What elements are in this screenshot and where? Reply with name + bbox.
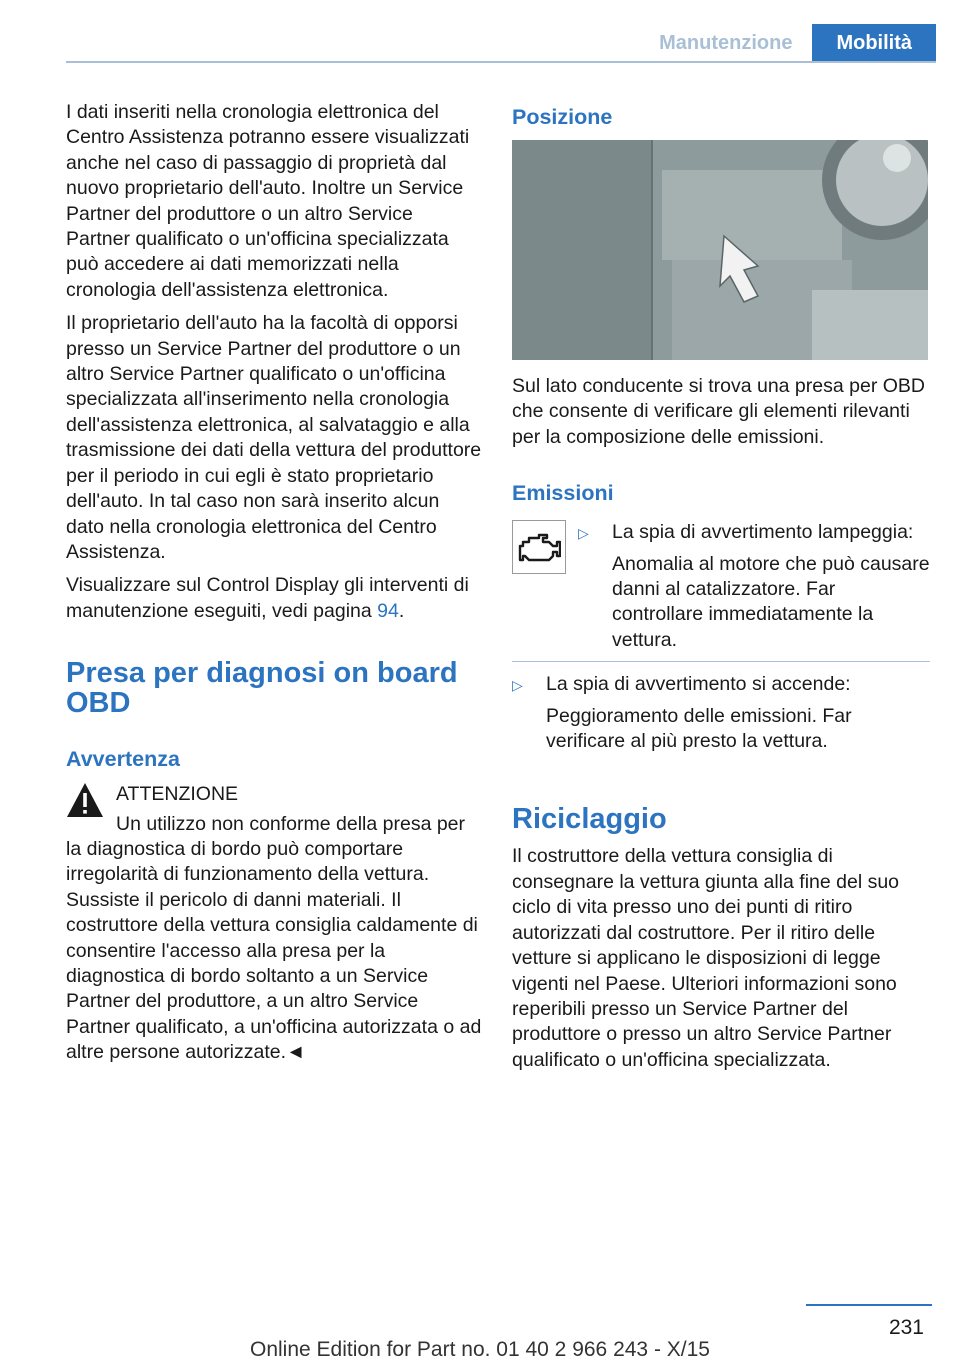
subtitle-avvertenza: Avvertenza	[66, 747, 180, 772]
subtitle-posizione: Posizione	[512, 105, 613, 129]
paragraph-cronologia: I dati inseriti nella cronologia elettronica del Centro Assistenza potranno essere visualizzati anche nel caso di passaggio di proprietà dal nuovo proprietario dell'auto. Inoltre un Service Partner del produttore o un altro Service Partner qualificato o un'officina specializzata può accedere ai dati memorizzati nella cronologia dell'assistenza elettronica.	[66, 101, 470, 301]
list-separator	[512, 661, 930, 662]
page-number: 231	[888, 1316, 924, 1339]
section-title-riciclaggio: Riciclaggio	[512, 803, 667, 836]
footer-divider	[806, 1304, 932, 1306]
warning-text: Un utilizzo non conforme della presa per la diagnostica di bordo può comportare irregolarità di funzionamento della vettura. Sussiste il pericolo di danni materiali. Il costruttore della vettura consiglia caldamente di consentire l'accesso alla presa per la diagnostica di bordo soltanto a un Service Partner del produttore, a un altro Service Partner qualificato, a un'officina autorizzata o ad altre persone autorizzate.◄	[66, 812, 482, 1064]
tab-mobilita[interactable]: Mobilità	[812, 24, 936, 62]
bullet-icon: ▷	[578, 525, 589, 542]
subtitle-emissioni: Emissioni	[512, 481, 614, 506]
tab-manutenzione[interactable]: Manutenzione	[659, 32, 793, 54]
page-link-94[interactable]: 94	[377, 599, 399, 622]
paragraph-opposizione: Il proprietario dell'auto ha la facoltà di opporsi presso un Service Partner del produttore o un altro Service Partner qualificato o un'officina specializzata all'inserimento nella cronologia dell'assistenza elettronica, al salvataggio e alla trasmissione dei dati della vettura del produttore per il periodo in cui egli è stato proprietario dell'auto. In tal caso non sarà inserito alcun dato nella cronologia elettronica del Centro Assistenza.	[66, 312, 482, 563]
warning-heading: ATTENZIONE	[116, 783, 239, 806]
warning-block	[66, 782, 482, 1065]
header-tabs	[639, 24, 936, 62]
paragraph-riciclaggio: Il costruttore della vettura consiglia di consegnare la vettura giunta alla fine del suo ciclo di vita presso uno dei punti di ritiro autorizzati dal costruttore. Per il ritiro delle vetture si applicano le disposizioni di legge vigenti nel Paese. Ulteriori informazioni sono reperibili presso un Service Partner del produttore o presso un altro Service Partner qualificato o un'officina specializzata.	[512, 845, 900, 1071]
bullet-icon: ▷	[512, 677, 523, 694]
emission-list-block	[512, 520, 930, 754]
paragraph-posizione: Sul lato conducente si trova una presa per OBD che consente di verificare gli elementi rilevanti per la composizione delle emissioni.	[512, 375, 925, 448]
obd-location-photo	[512, 140, 928, 360]
left-column	[66, 100, 482, 1066]
list-item: ▷ La spia di avvertimento lampeggia: Anomalia al motore che può causare danni al catalizzatore. Far controllare immediatamente la vettura.	[578, 521, 930, 651]
edition-note: Online Edition for Part no. 01 40 2 966 243 - X/15	[250, 1338, 710, 1361]
section-title-obd: Presa per diagnosi on board OBD	[66, 657, 458, 720]
list-item: ▷ La spia di avvertimento si accende: Peggioramento delle emissioni. Far verificare al più presto la vettura.	[512, 673, 852, 753]
emission-list	[512, 520, 930, 754]
paragraph-control-display: Visualizzare sul Control Display gli interventi di manutenzione eseguiti, vedi pagina 94.	[66, 574, 469, 622]
right-column	[512, 104, 930, 1081]
warning-triangle-icon	[66, 782, 104, 818]
header-divider	[66, 61, 936, 63]
